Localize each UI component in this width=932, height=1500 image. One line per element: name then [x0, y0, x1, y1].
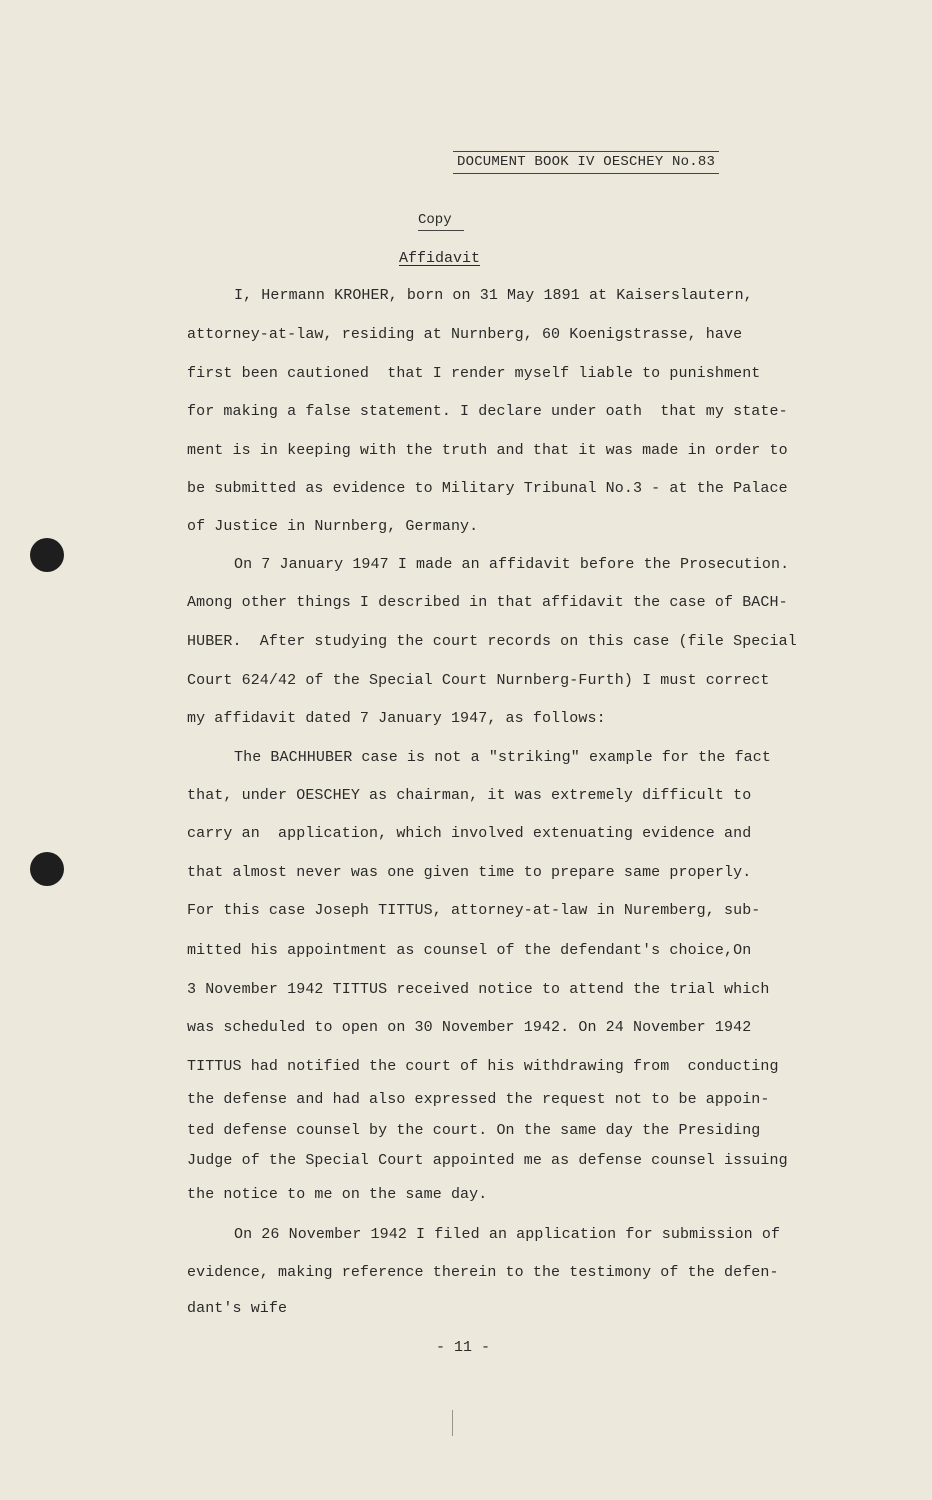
- affidavit-title: Affidavit: [399, 250, 481, 267]
- document-book-header: DOCUMENT BOOK IV OESCHEY No.83: [453, 151, 719, 174]
- page-number: - 11 -: [436, 1339, 491, 1356]
- body-line: On 7 January 1947 I made an affidavit before the Prosecution.: [234, 556, 790, 573]
- body-line: of Justice in Nurnberg, Germany.: [187, 518, 479, 535]
- body-line: For this case Joseph TITTUS, attorney-at-law in Nuremberg, sub-: [187, 902, 761, 919]
- body-line: HUBER. After studying the court records on this case (file Special: [187, 633, 797, 650]
- body-line: attorney-at-law, residing at Nurnberg, 60 Koenigstrasse, have: [187, 326, 743, 343]
- body-line: that, under OESCHEY as chairman, it was extremely difficult to: [187, 787, 752, 804]
- body-line: On 26 November 1942 I filed an application for submission of: [234, 1226, 781, 1243]
- body-line: the notice to me on the same day.: [187, 1186, 488, 1203]
- body-line: the defense and had also expressed the request not to be appoin-: [187, 1091, 770, 1108]
- body-line: carry an application, which involved extenuating evidence and: [187, 825, 752, 842]
- body-line: was scheduled to open on 30 November 1942. On 24 November 1942: [187, 1019, 752, 1036]
- body-line: I, Hermann KROHER, born on 31 May 1891 at Kaiserslautern,: [234, 287, 753, 304]
- body-line: dant's wife: [187, 1300, 288, 1317]
- body-line: Among other things I described in that affidavit the case of BACH-: [187, 594, 788, 611]
- body-line: evidence, making reference therein to the testimony of the defen-: [187, 1264, 779, 1281]
- body-line: TITTUS had notified the court of his withdrawing from conducting: [187, 1058, 779, 1075]
- body-line: Judge of the Special Court appointed me as defense counsel issuing: [187, 1152, 788, 1169]
- body-line: that almost never was one given time to prepare same properly.: [187, 864, 752, 881]
- body-line: ment is in keeping with the truth and that it was made in order to: [187, 442, 788, 459]
- punch-hole-bottom: [30, 852, 64, 886]
- body-line: for making a false statement. I declare under oath that my state-: [187, 403, 788, 420]
- body-line: be submitted as evidence to Military Tribunal No.3 - at the Palace: [187, 480, 788, 497]
- body-line: first been cautioned that I render myself liable to punishment: [187, 365, 761, 382]
- fold-mark: [452, 1410, 453, 1436]
- copy-label: Copy: [418, 212, 464, 231]
- body-line: 3 November 1942 TITTUS received notice to attend the trial which: [187, 981, 770, 998]
- body-line: my affidavit dated 7 January 1947, as follows:: [187, 710, 606, 727]
- body-line: mitted his appointment as counsel of the defendant's choice,On: [187, 942, 752, 959]
- body-line: Court 624/42 of the Special Court Nurnberg-Furth) I must correct: [187, 672, 770, 689]
- body-line: The BACHHUBER case is not a "striking" example for the fact: [234, 749, 771, 766]
- punch-hole-top: [30, 538, 64, 572]
- body-line: ted defense counsel by the court. On the same day the Presiding: [187, 1122, 761, 1139]
